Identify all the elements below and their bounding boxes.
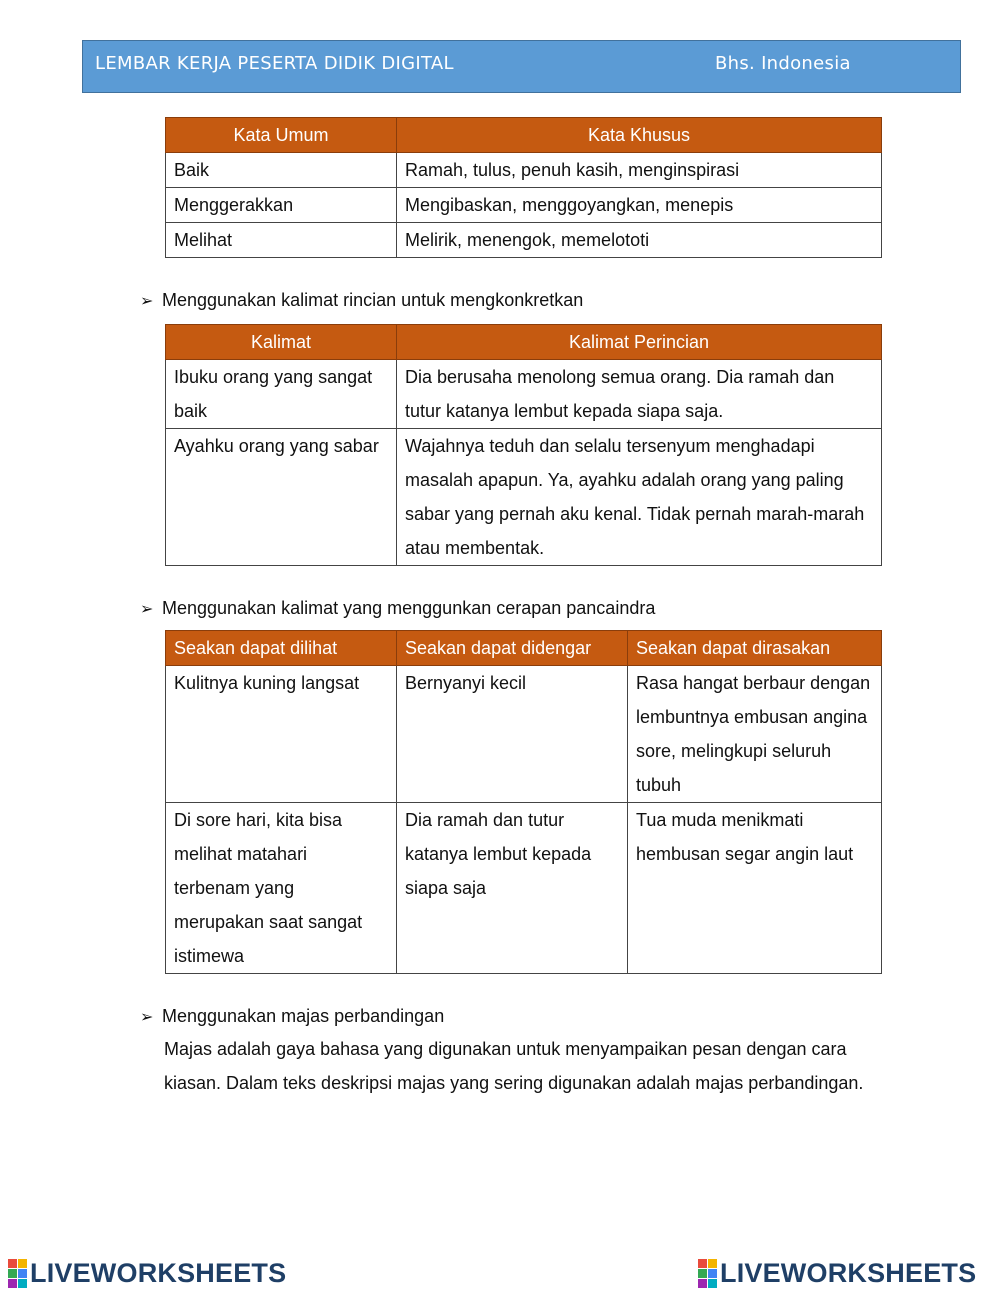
heading-text: Menggunakan kalimat rincian untuk mengkonkretkan: [162, 290, 584, 310]
majas-paragraph: Majas adalah gaya bahasa yang digunakan untuk menyampaikan pesan dengan cara kiasan. Dalam teks deskripsi majas yang sering digunakan adalah majas perbandingan.: [164, 1039, 864, 1093]
table-row: [166, 153, 882, 188]
column-header: Seakan dapat dirasakan: [628, 631, 882, 666]
liveworksheets-logo-right[interactable]: [698, 1258, 976, 1288]
section-heading-pancaindra: [140, 596, 655, 622]
logo-wordmark: LIVEWORKSHEETS: [720, 1257, 977, 1288]
table-cell: Kulitnya kuning langsat: [166, 666, 397, 803]
table-cell: Bernyanyi kecil: [397, 666, 628, 803]
table-header-row: [166, 631, 882, 666]
liveworksheets-logo-left[interactable]: [8, 1258, 286, 1288]
logo-block: [18, 1279, 27, 1288]
logo-blocks-icon: [8, 1259, 27, 1288]
table-cell: Menggerakkan: [166, 188, 397, 223]
arrow-bullet-icon: ➢: [140, 601, 154, 618]
kata-umum-khusus-table: [165, 117, 882, 258]
table-row: [166, 666, 882, 803]
logo-block: [708, 1279, 717, 1288]
table-cell: Dia berusaha menolong semua orang. Dia ramah dan tutur katanya lembut kepada siapa saja.: [397, 360, 882, 429]
table-cell: Baik: [166, 153, 397, 188]
table-cell: Melirik, menengok, memelototi: [397, 223, 882, 258]
column-header: Kata Umum: [166, 118, 397, 153]
table-row: [166, 803, 882, 974]
heading-text: Menggunakan majas perbandingan: [162, 1006, 445, 1026]
logo-block: [708, 1259, 717, 1268]
heading-text: Menggunakan kalimat yang menggunkan cerapan pancaindra: [162, 598, 656, 618]
logo-block: [18, 1269, 27, 1278]
column-header: Seakan dapat didengar: [397, 631, 628, 666]
worksheet-title: LEMBAR KERJA PESERTA DIDIK DIGITAL: [95, 53, 454, 74]
header-bar: [82, 40, 961, 93]
column-header: Kalimat: [166, 325, 397, 360]
kalimat-perincian-table: [165, 324, 882, 566]
logo-blocks-icon: [698, 1259, 717, 1288]
logo-block: [8, 1279, 17, 1288]
table-cell: Tua muda menikmati hembusan segar angin laut: [628, 803, 882, 974]
table-header-row: [166, 325, 882, 360]
logo-block: [8, 1269, 17, 1278]
cerapan-pancaindra-table: [165, 630, 882, 974]
logo-block: [18, 1259, 27, 1268]
arrow-bullet-icon: ➢: [140, 293, 154, 310]
table-cell: Melihat: [166, 223, 397, 258]
table-cell: Dia ramah dan tutur katanya lembut kepada siapa saja: [397, 803, 628, 974]
logo-block: [698, 1259, 707, 1268]
table-cell: Ibuku orang yang sangat baik: [166, 360, 397, 429]
table-cell: Ayahku orang yang sabar: [166, 429, 397, 566]
table-cell: Rasa hangat berbaur dengan lembuntnya embusan angina sore, melingkupi seluruh tubuh: [628, 666, 882, 803]
column-header: Kalimat Perincian: [397, 325, 882, 360]
section-heading-majas: [140, 1004, 444, 1030]
logo-block: [698, 1269, 707, 1278]
table-row: [166, 429, 882, 566]
section-heading-rincian: [140, 288, 583, 314]
table-cell: Mengibaskan, menggoyangkan, menepis: [397, 188, 882, 223]
table-row: [166, 188, 882, 223]
table-cell: Wajahnya teduh dan selalu tersenyum menghadapi masalah apapun. Ya, ayahku adalah orang yang paling sabar yang pernah aku kenal. Tidak pernah marah-marah atau membentak.: [397, 429, 882, 566]
table-cell: Ramah, tulus, penuh kasih, menginspirasi: [397, 153, 882, 188]
logo-block: [708, 1269, 717, 1278]
table-row: [166, 360, 882, 429]
table-header-row: [166, 118, 882, 153]
arrow-bullet-icon: ➢: [140, 1009, 154, 1026]
logo-wordmark: LIVEWORKSHEETS: [30, 1257, 287, 1288]
subject-label: Bhs. Indonesia: [715, 53, 851, 74]
table-cell: Di sore hari, kita bisa melihat matahari terbenam yang merupakan saat sangat istimewa: [166, 803, 397, 974]
column-header: Seakan dapat dilihat: [166, 631, 397, 666]
logo-block: [8, 1259, 17, 1268]
table-row: [166, 223, 882, 258]
logo-block: [698, 1279, 707, 1288]
column-header: Kata Khusus: [397, 118, 882, 153]
